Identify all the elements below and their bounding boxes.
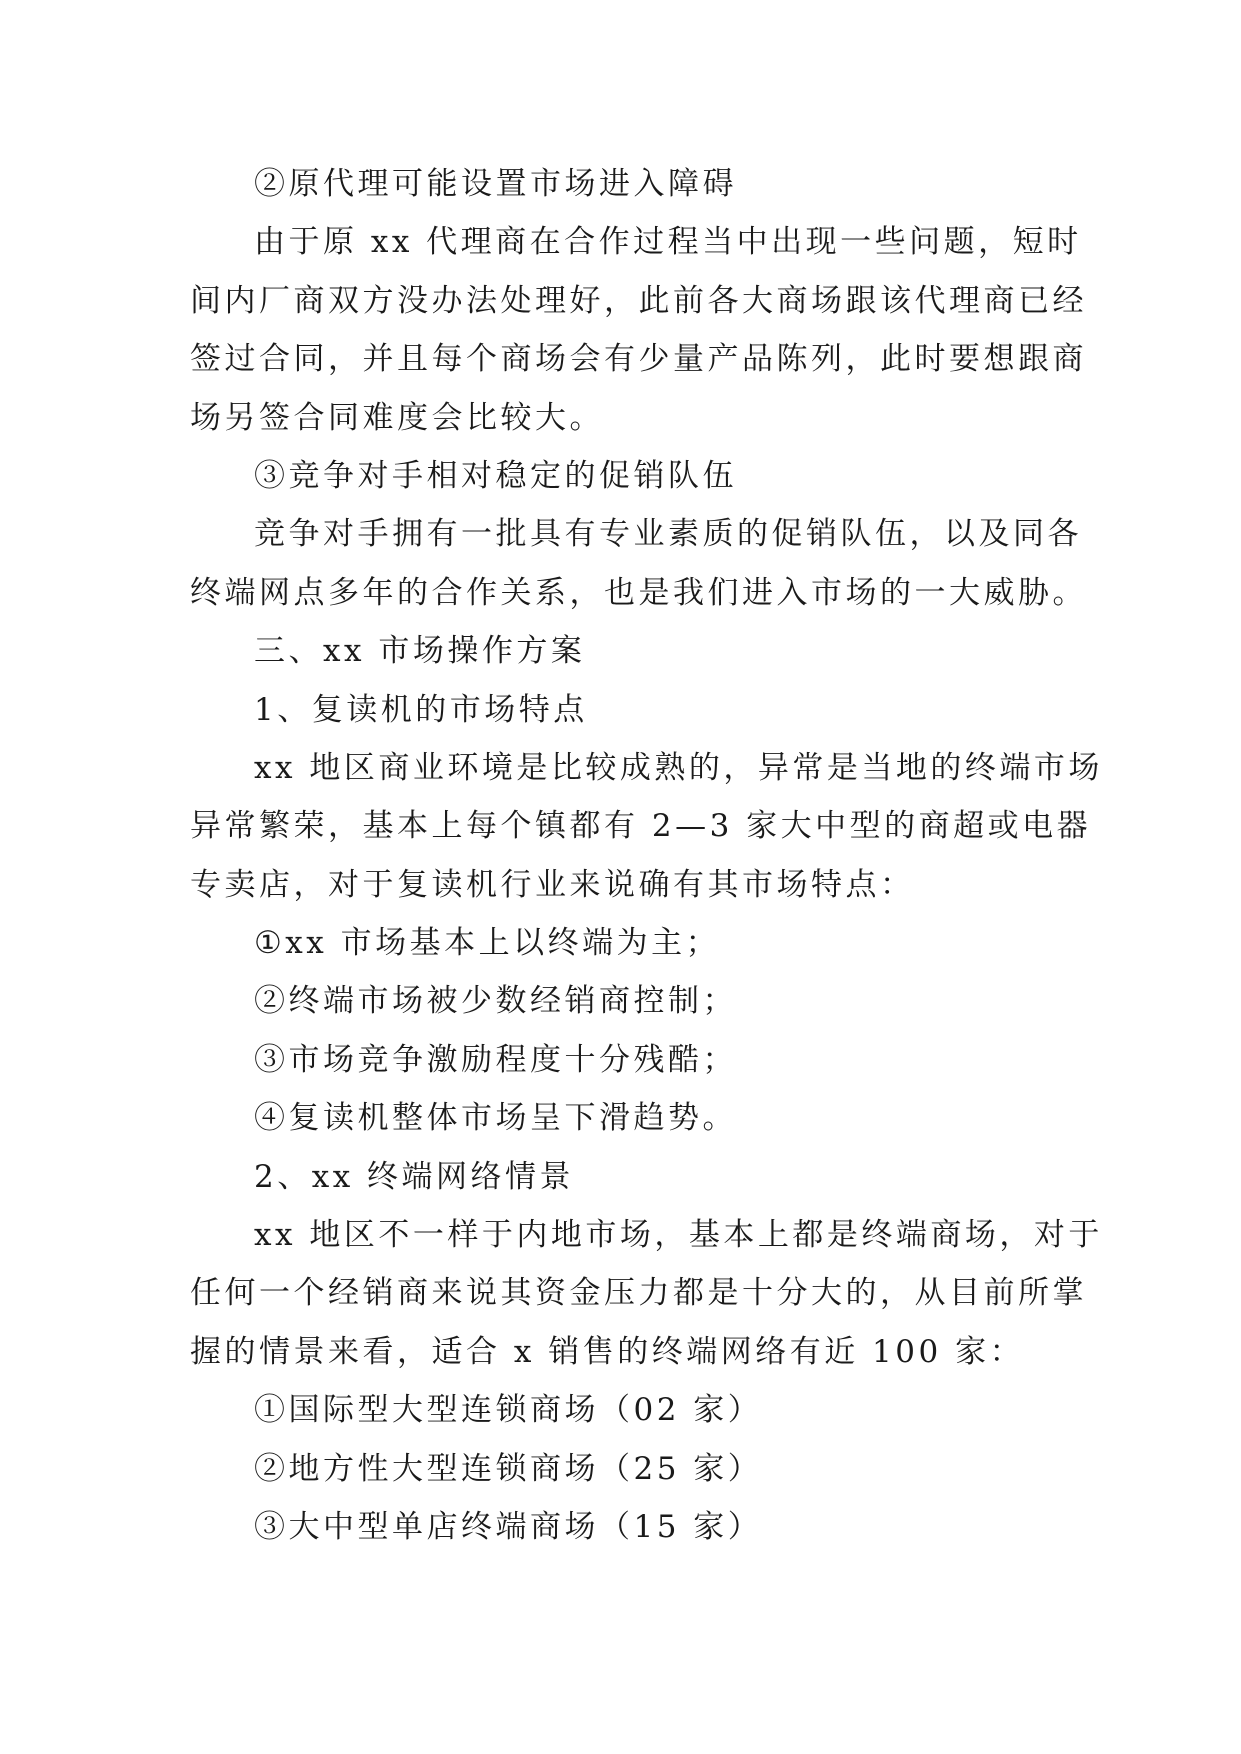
list-item-heading: ②原代理可能设置市场进入障碍 (254, 166, 737, 202)
list-item: ④复读机整体市场呈下滑趋势。 (254, 1100, 737, 1137)
paragraph-line: 竞争对手拥有一批具有专业素质的促销队伍，以及同各 (254, 516, 1082, 553)
paragraph-line: 握的情景来看，适合 x 销售的终端网络有近 100 家： (190, 1333, 1025, 1370)
section-heading: 三、xx 市场操作方案 (254, 633, 586, 670)
paragraph-line: xx 地区不一样于内地市场，基本上都是终端商场，对于 (254, 1217, 1103, 1254)
subsection-heading: 2、xx 终端网络情景 (254, 1158, 575, 1195)
list-item-heading: ③竞争对手相对稳定的促销队伍 (254, 457, 737, 494)
paragraph-line: 专卖店，对于复读机行业来说确有其市场特点： (190, 866, 915, 903)
paragraph-line: 场另签合同难度会比较大。 (190, 399, 604, 436)
list-item: ①xx 市场基本上以终端为主； (254, 925, 721, 962)
list-item: ③市场竞争激励程度十分残酷； (254, 1041, 737, 1078)
subsection-heading: 1、复读机的市场特点 (254, 691, 588, 728)
paragraph-line: 间内厂商双方没办法处理好，此前各大商场跟该代理商已经 (190, 282, 1087, 319)
paragraph-line: xx 地区商业环境是比较成熟的，异常是当地的终端市场 (254, 749, 1103, 786)
document-body (190, 155, 1103, 1556)
paragraph-line: 异常繁荣，基本上每个镇都有 2—3 家大中型的商超或电器 (190, 808, 1092, 845)
paragraph-line: 由于原 xx 代理商在合作过程当中出现一些问题，短时 (254, 224, 1082, 261)
list-item: ①国际型大型连锁商场（02 家） (254, 1392, 763, 1429)
paragraph-line: 终端网点多年的合作关系，也是我们进入市场的一大威胁。 (190, 574, 1087, 611)
paragraph-line: 签过合同，并且每个商场会有少量产品陈列，此时要想跟商 (190, 341, 1087, 378)
list-item: ②终端市场被少数经销商控制； (254, 983, 737, 1020)
list-item: ②地方性大型连锁商场（25 家） (254, 1450, 763, 1487)
list-item: ③大中型单店终端商场（15 家） (254, 1508, 763, 1545)
paragraph-line: 任何一个经销商来说其资金压力都是十分大的，从目前所掌 (190, 1275, 1087, 1312)
